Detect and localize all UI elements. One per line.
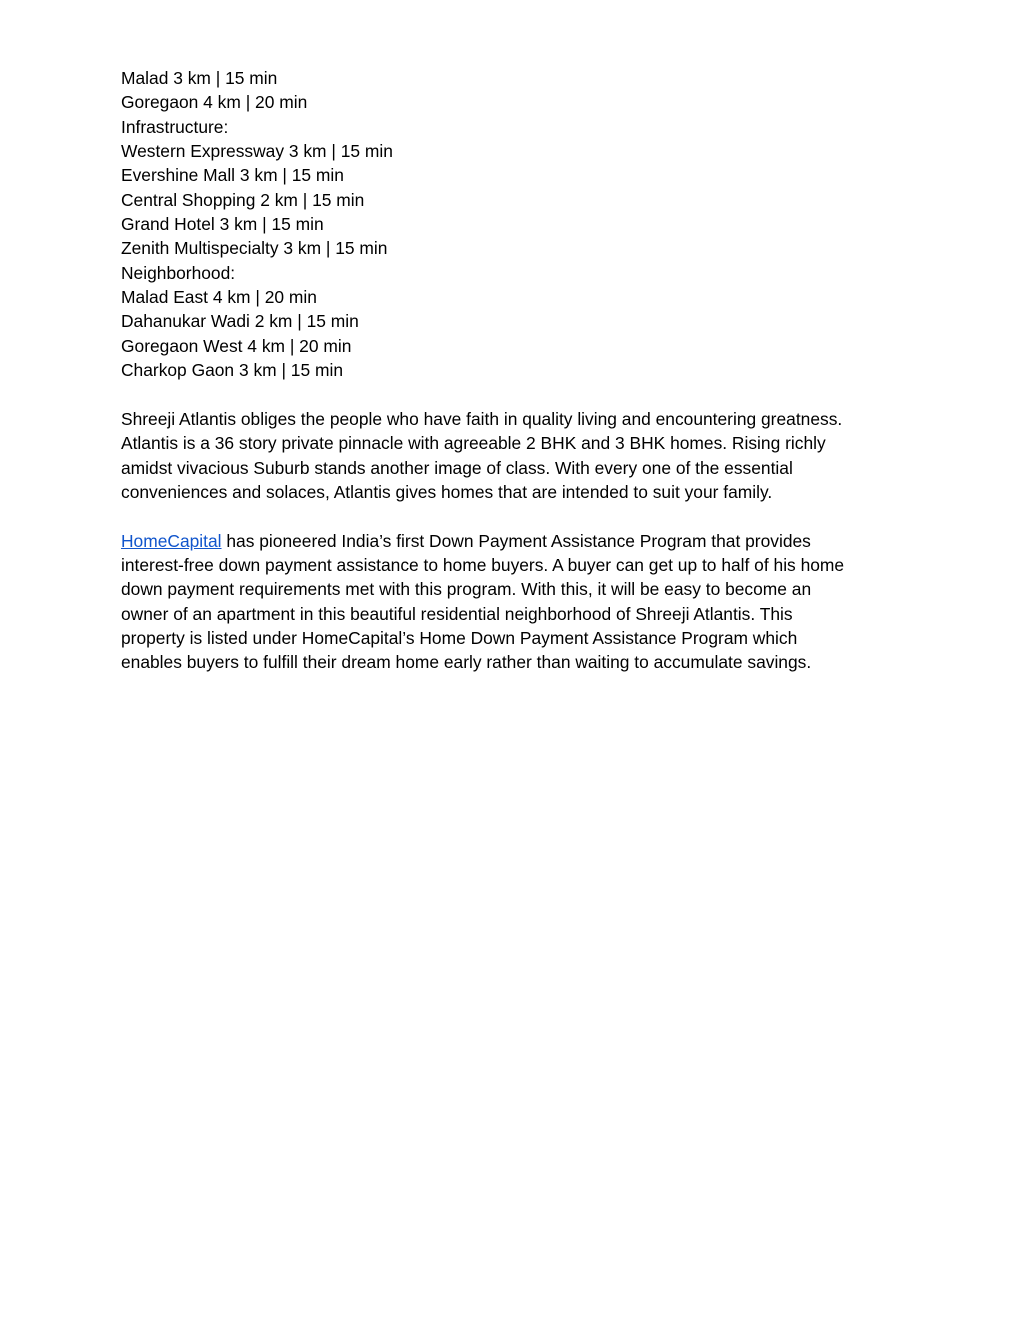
infrastructure-heading: Infrastructure: [121,116,229,137]
list-item: Western Expressway 3 km | 15 min [121,141,393,162]
neighborhood-heading: Neighborhood: [121,262,236,283]
paragraph-line: amidst vivacious Suburb stands another image of class. With every one of the essential [121,457,793,478]
list-item: Goregaon 4 km | 20 min [121,92,308,113]
paragraph-line [121,529,901,553]
list-item: Malad 3 km | 15 min [121,68,278,88]
list-item: Evershine Mall 3 km | 15 min [121,165,344,186]
paragraph-line: Shreeji Atlantis obliges the people who have faith in quality living and encountering greatness. [121,408,843,429]
paragraph-text: has pioneered India’s first Down Payment Assistance Program that provides [221,530,811,551]
paragraph-line: property is listed under HomeCapital’s Home Down Payment Assistance Program which [121,627,798,648]
paragraph-line: enables buyers to fulfill their dream home early rather than waiting to accumulate savings. [121,652,812,673]
list-item: Malad East 4 km | 20 min [121,287,317,308]
paragraph-line: conveniences and solaces, Atlantis gives homes that are intended to suit your family. [121,481,773,502]
paragraph-line: down payment requirements met with this program. With this, it will be easy to become an [121,579,812,600]
homecapital-link[interactable]: HomeCapital [121,530,222,551]
location-list [121,66,901,382]
paragraph-line: owner of an apartment in this beautiful residential neighborhood of Shreeji Atlantis. This [121,603,793,624]
atlantis-description-paragraph [121,407,901,504]
list-item: Dahanukar Wadi 2 km | 15 min [121,311,359,332]
list-item: Zenith Multispecialty 3 km | 15 min [121,238,388,259]
document-page [121,66,901,675]
paragraph-line: interest-free down payment assistance to home buyers. A buyer can get up to half of his home [121,554,845,575]
list-item: Central Shopping 2 km | 15 min [121,189,365,210]
homecapital-paragraph [121,529,901,675]
paragraph-line: Atlantis is a 36 story private pinnacle with agreeable 2 BHK and 3 BHK homes. Rising richly [121,433,826,454]
list-item: Goregaon West 4 km | 20 min [121,335,352,356]
list-item: Charkop Gaon 3 km | 15 min [121,360,344,381]
list-item: Grand Hotel 3 km | 15 min [121,214,324,235]
